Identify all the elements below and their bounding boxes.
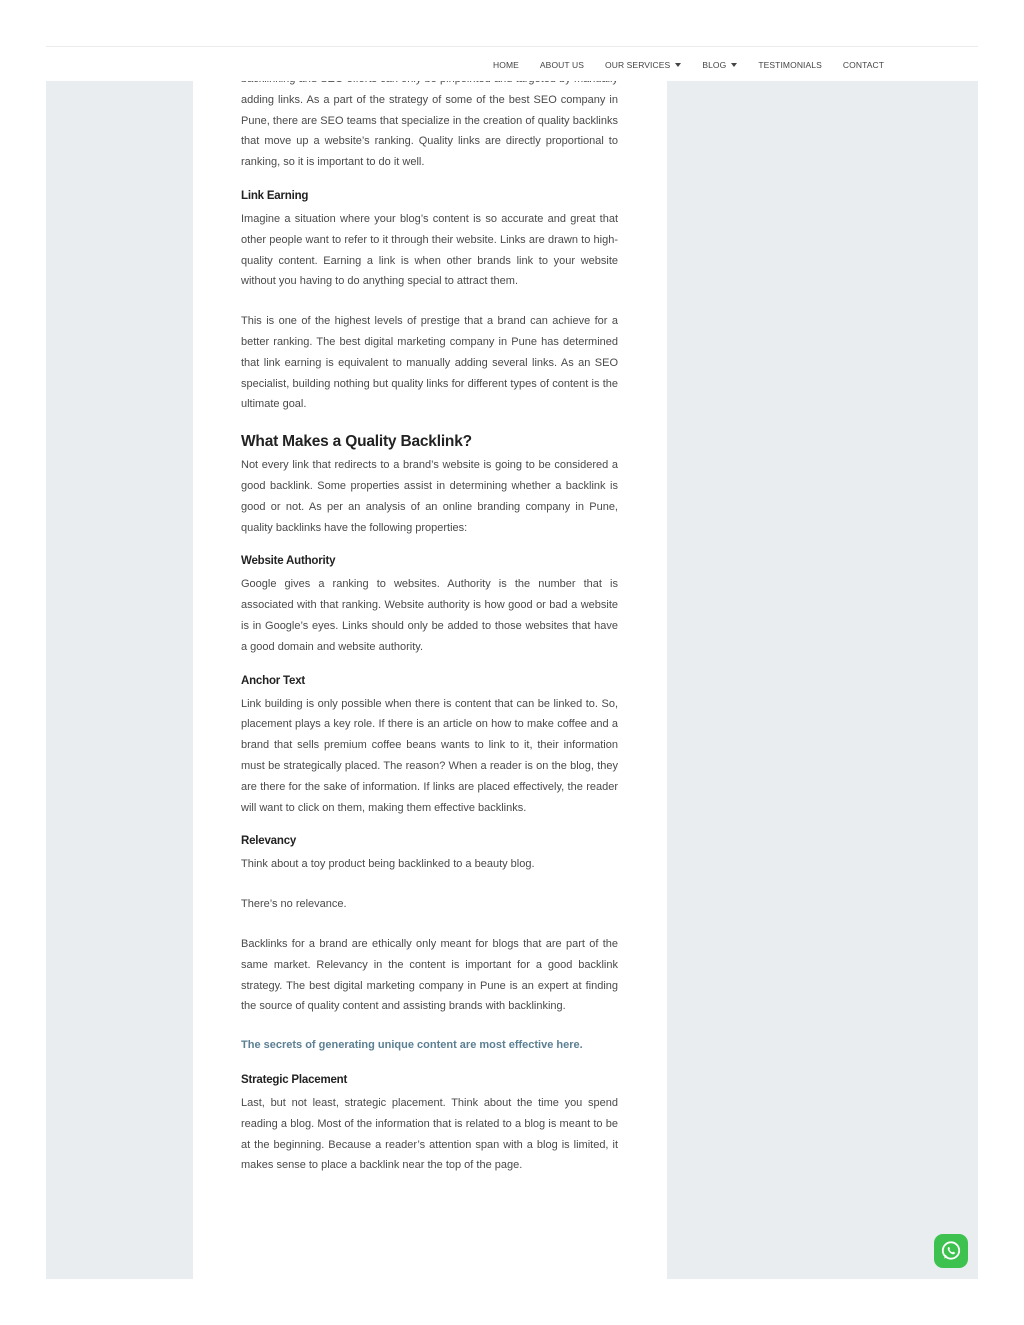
nav-item-our-services[interactable] (605, 60, 681, 70)
nav-item-blog[interactable] (702, 60, 737, 70)
nav-blog-label: BLOG (702, 59, 727, 70)
strategic-placement-heading: Strategic Placement (241, 1074, 348, 1087)
relevancy-heading: Relevancy (241, 835, 297, 848)
relevancy-paragraph-1: Think about a toy product being backlinked to a beauty blog. (241, 858, 535, 871)
top-navbar (46, 46, 978, 81)
relevancy-paragraph-2: There’s no relevance. (241, 898, 347, 911)
link-earning-heading: Link Earning (241, 189, 309, 202)
nav-item-about-us[interactable] (540, 60, 584, 70)
main-nav (493, 47, 884, 82)
quality-backlink-paragraph: Not every link that redirects to a brand’s website is going to be considered a good backlink. Some properties assist in determining whether a backlink is good or not. As per an analysis of an online branding company in Pune, quality backlinks have the following properties: (241, 459, 618, 534)
strategic-placement-paragraph: Last, but not least, strategic placement. Think about the time you spend reading a blog. Most of the information that is related to a blog is meant to be at the beginning. Because a reader’s attention span with a blog is limited, it makes sense to place a backlink near the top of the page. (241, 1097, 618, 1172)
nav-services-label: OUR SERVICES (605, 59, 671, 70)
caret-down-icon (675, 63, 681, 67)
anchor-text-paragraph: Link building is only possible when there is content that can be linked to. So, placement plays a key role. If there is an article on how to make coffee and a brand that sells premium coffee beans wants to link to it, their information must be strategically placed. The reason? When a reader is on the blog, they are there for the sake of information. If links are placed effectively, the reader will want to click on them, making them effective backlinks. (241, 697, 618, 814)
nav-about-label: ABOUT US (539, 59, 585, 70)
link-earning-paragraph-1: Imagine a situation where your blog’s content is so accurate and great that other people want to refer to it through their website. Links are drawn to high-quality content. Earning a link is when other brands link to your website without you having to do anything special to attract them. (241, 212, 618, 288)
quality-backlink-heading: What Makes a Quality Backlink? (241, 433, 472, 451)
website-authority-paragraph: Google gives a ranking to websites. Authority is the number that is associated with that ranking. Website authority is how good or bad a website is in Google’s eyes. Links should only be added to those websites that have a good domain and website authority. (241, 578, 618, 653)
intro-paragraph: adding links. As a part of the strategy of some of the best SEO company in Pune, there are SEO teams that specialize in the creation of quality backlinks that move up a website’s ranking. Quality links are directly proportional to ranking, so it is important to do it well. (241, 93, 618, 169)
nav-home-label: HOME (493, 59, 519, 70)
whatsapp-icon (939, 1239, 963, 1263)
link-earning-paragraph-2: This is one of the highest levels of prestige that a brand can achieve for a better ranking. The best digital marketing company in Pune has determined that link earning is equivalent to manually adding several links. As an SEO specialist, building nothing but quality links for different types of content is the ultimate goal. (241, 315, 618, 411)
nav-item-contact[interactable] (843, 60, 884, 70)
whatsapp-chat-button[interactable] (934, 1234, 968, 1268)
caret-down-icon (731, 63, 737, 67)
nav-contact-label: CONTACT (842, 59, 885, 70)
nav-item-testimonials[interactable] (758, 60, 822, 70)
article-body (241, 60, 618, 1240)
nav-item-home[interactable] (493, 60, 519, 70)
website-authority-heading: Website Authority (241, 555, 336, 568)
nav-testimonials-label: TESTIMONIALS (758, 59, 822, 70)
unique-content-link[interactable]: The secrets of generating unique content are most effective here. (241, 1039, 583, 1052)
anchor-text-heading: Anchor Text (241, 674, 306, 687)
relevancy-paragraph-3: Backlinks for a brand are ethically only meant for blogs that are part of the same market. Relevancy in the content is important for a good backlink strategy. The best digital marketing company in Pune is an expert at finding the source of quality content and assisting brands with backlinking. (241, 937, 618, 1013)
